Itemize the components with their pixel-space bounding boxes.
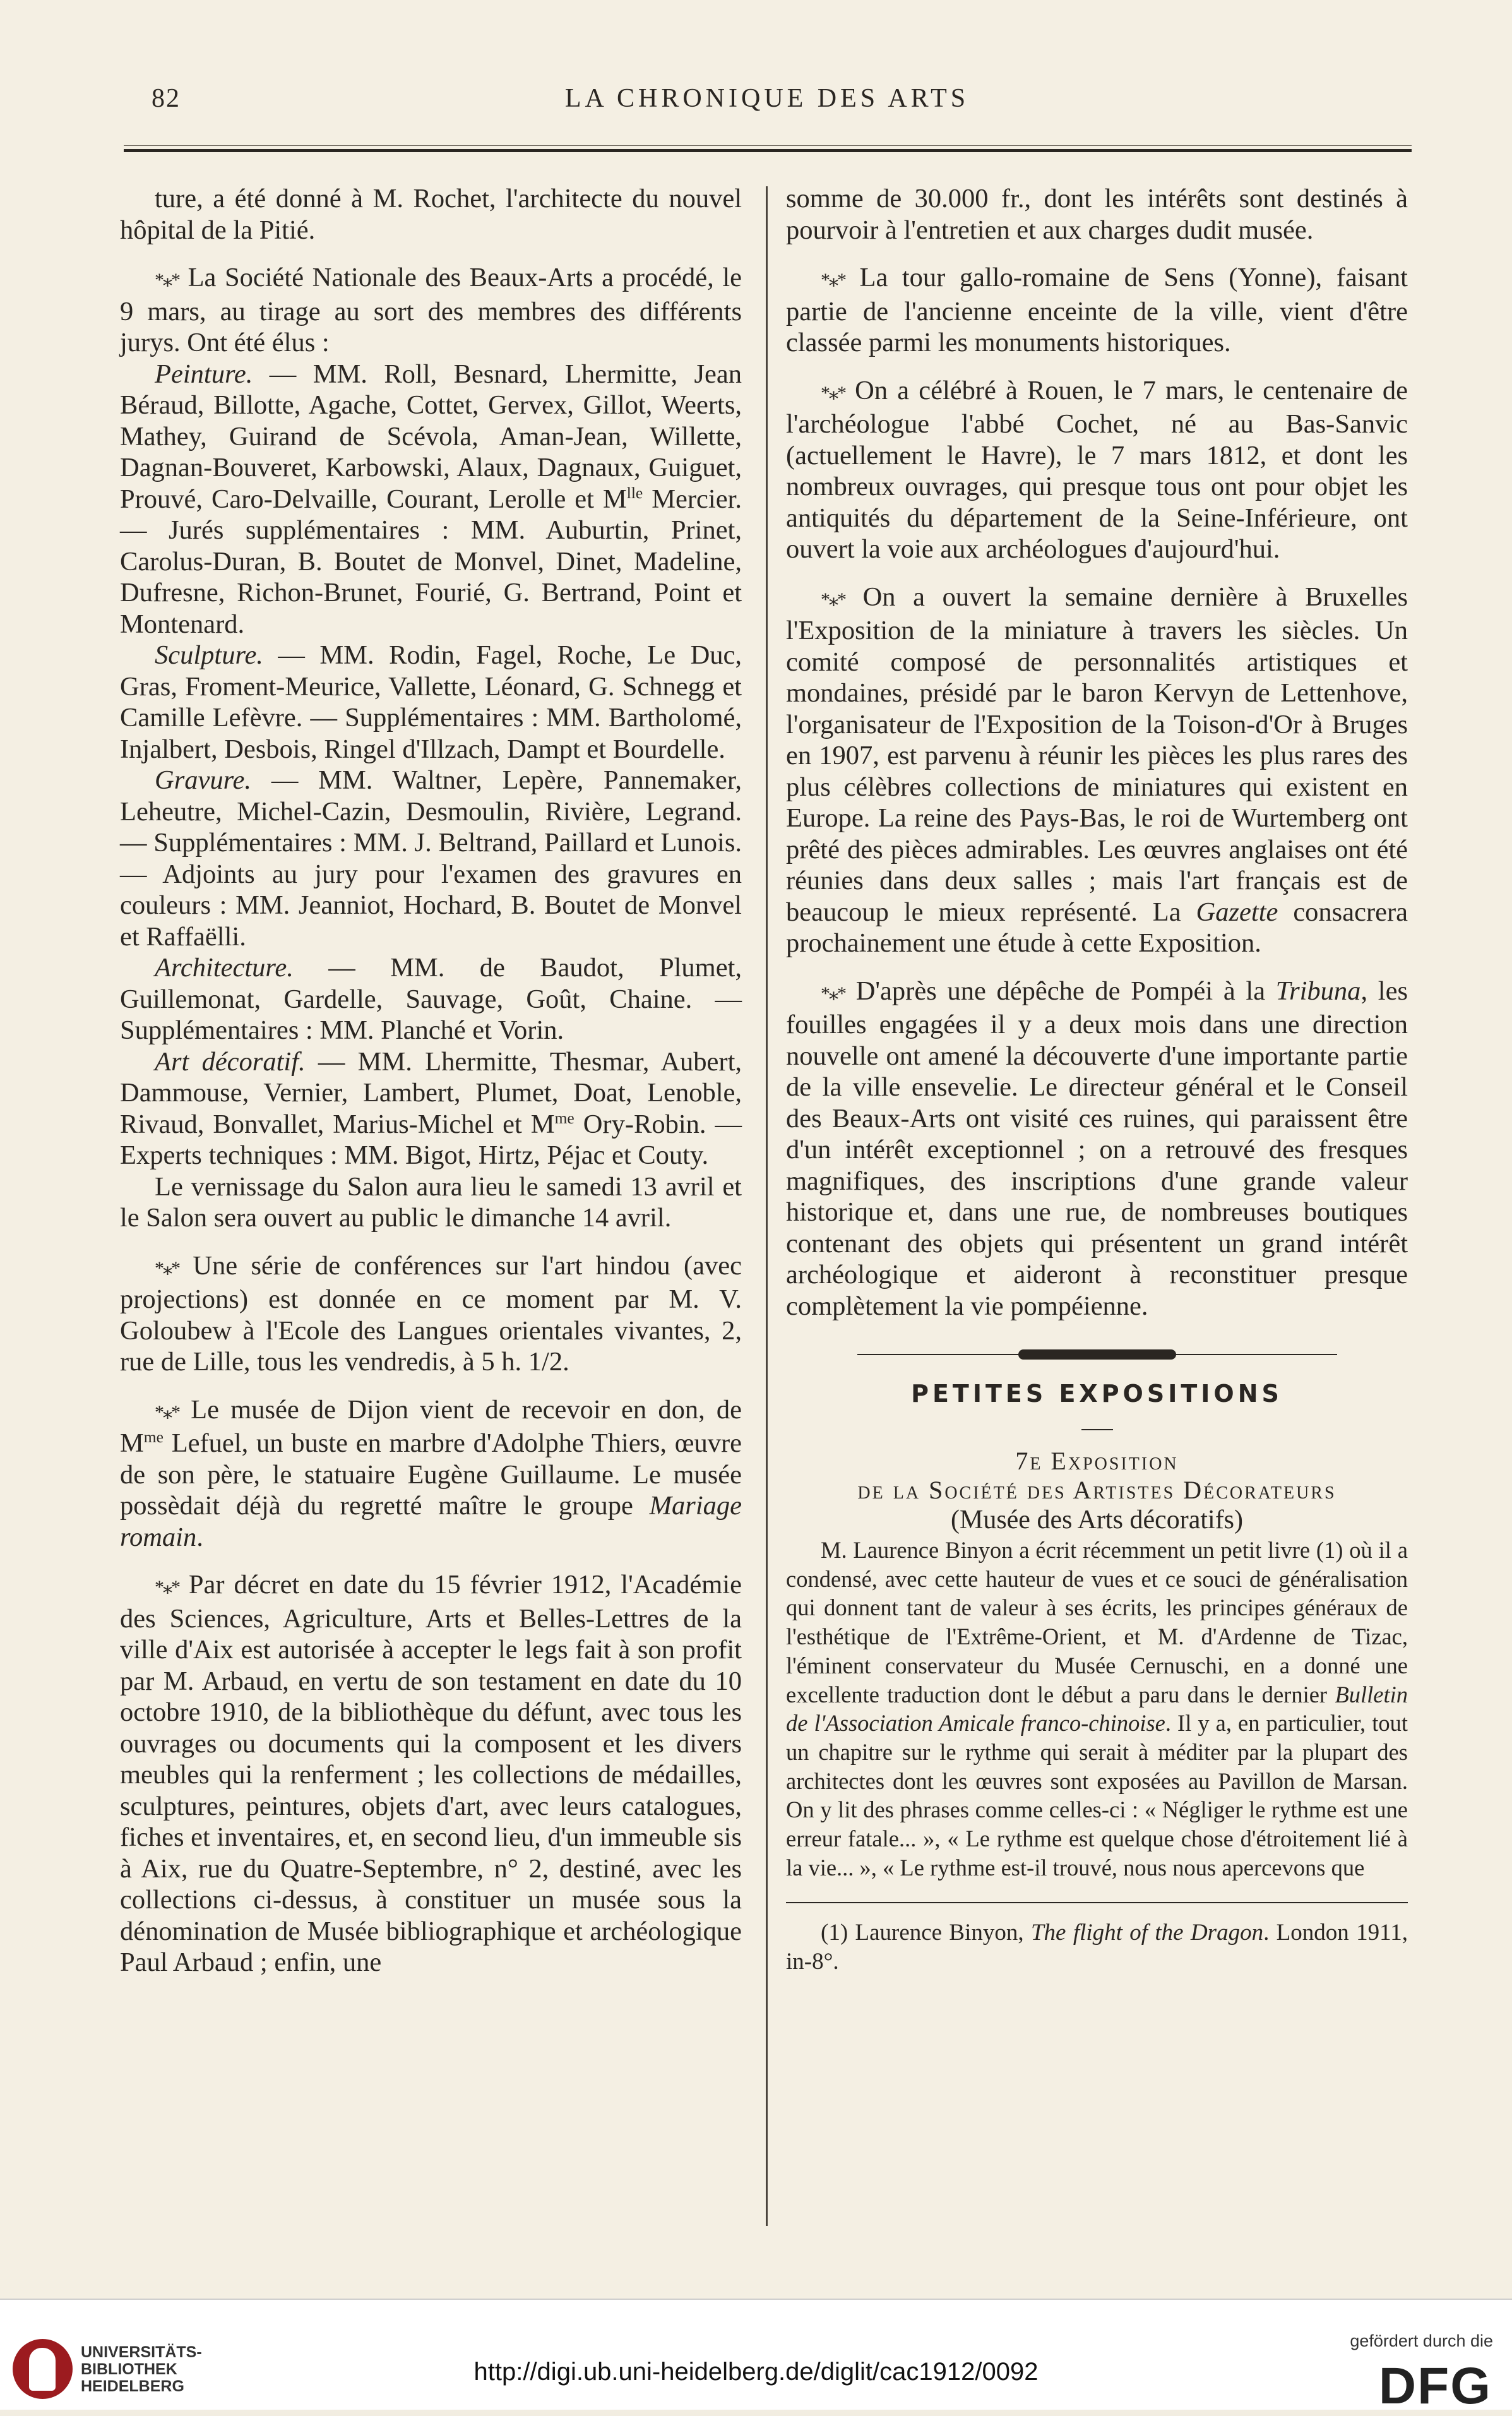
exhibition-subtitle: de la Société des Artistes Décorateurs bbox=[857, 1475, 1336, 1504]
dfg-logo: DFG bbox=[1378, 2357, 1492, 2415]
page-header bbox=[114, 83, 1420, 121]
asterism-icon: *⁎* bbox=[155, 1257, 179, 1279]
asterism-icon: *⁎* bbox=[821, 270, 845, 290]
permalink[interactable]: http://digi.ub.uni-heidelberg.de/diglit/cac1912/0092 bbox=[473, 2358, 1039, 2386]
column-divider bbox=[766, 186, 768, 2226]
asterism-icon: *⁎* bbox=[155, 270, 179, 290]
paragraph: ture, a été donné à M. Rochet, l'architecte du nouvel hôpital de la Pitié. bbox=[120, 184, 742, 245]
paragraph: *⁎* On a ouvert la semaine dernière à Bruxelles l'Exposition de la miniature à travers les siècles. Un comité composé de personnalités artistiques et mondaines, présidé par le baron Kervyn de Lettenhove, l'organisateur de l'Exposition de la Toison-d'Or à Bruges en 1907, est parvenu à réunir les pièces les plus rares des plus célèbres collections de miniatures qui existent en Europe. La reine des Pays-Bas, le roi de Wurtemberg ont prêté des pièces admirables. Les œuvres anglaises ont été réunies dans deux salles ; mais l'art français est de beaucoup le mieux représenté. La Gazette consacrera prochainement une étude à cette Exposition. bbox=[786, 582, 1408, 958]
paragraph: Peinture. — MM. Roll, Besnard, Lhermitte, Jean Béraud, Billotte, Agache, Cottet, Gervex, Gillot, Weerts, Mathey, Guirand de Scévola, Aman-Jean, Willette, Dagnan-Bouveret, Karbowski, Alaux, Dagnaux, Guiguet, Prouvé, Caro-Delvaille, Courant, Lerolle et $M^{lle}$ Mercier. — Jurés supplémentaires : MM. Auburtin, Prinet, Carolus-Duran, B. Boutet de Monvel, Dinet, Madeline, Dufresne, Richon-Brunet, Fourié, G. Bertrand, Point et Montenard. bbox=[120, 359, 742, 639]
paragraph: *⁎* Le musée de Dijon vient de recevoir en don, de $M^{me}$ Lefuel, un buste en marbre d'Adolphe Thiers, œuvre de son père, le statuaire Eugène Guillaume. Le musée possèdait déjà du regretté maître le groupe Mariage romain. bbox=[120, 1394, 742, 1552]
short-dash bbox=[1081, 1429, 1113, 1430]
asterism-icon: *⁎* bbox=[155, 1577, 179, 1598]
header-rule bbox=[124, 149, 1412, 152]
asterism-icon: *⁎* bbox=[155, 1401, 179, 1423]
institution-name: UNIVERSITÄTS- BIBLIOTHEK HEIDELBERG bbox=[81, 2343, 202, 2395]
ornament-divider bbox=[857, 1347, 1337, 1362]
paragraph: *⁎* Une série de conférences sur l'art hindou (avec projections) est donnée en ce moment par M. V. Goloubew à l'Ecole des Langues orientales vivantes, 2, rue de Lille, tous les vendredis, à 5 h. 1/2. bbox=[120, 1250, 742, 1377]
funding-note: gefördert durch die bbox=[1350, 2331, 1493, 2350]
paragraph: Le vernissage du Salon aura lieu le samedi 13 avril et le Salon sera ouvert au public le dimanche 14 avril. bbox=[120, 1171, 742, 1233]
paragraph: Art décoratif. — MM. Lhermitte, Thesmar, Aubert, Dammouse, Vernier, Lambert, Plumet, Doat, Lenoble, Rivaud, Bonvallet, Marius-Michel et $M^{me}$ Ory-Robin. — Experts techniques : MM. Bigot, Hirtz, Péjac et Couty. bbox=[120, 1046, 742, 1170]
section-heading: PETITES EXPOSITIONS bbox=[911, 1380, 1283, 1408]
paragraph: *⁎* On a célébré à Rouen, le 7 mars, le centenaire de l'archéologue l'abbé Cochet, né au Bas-Sanvic (actuellement le Havre), le 7 mars 1812, et dont les nombreux ouvrages, qui presque tous ont pour objet les antiquités du département de la Seine-Inférieure, ont ouvert la voie aux archéologues d'aujourd'hui. bbox=[786, 375, 1408, 564]
paragraph: Sculpture. — MM. Rodin, Fagel, Roche, Le Duc, Gras, Froment-Meurice, Vallette, Léonard, G. Schnegg et Camille Lefèvre. — Supplémentaires : MM. Bartholomé, Injalbert, Desbois, Ringel d'Illzach, Dampt et Bourdelle. bbox=[120, 640, 742, 764]
exhibition-title: 7e Exposition bbox=[1015, 1446, 1179, 1475]
running-title: LA CHRONIQUE DES ARTS bbox=[564, 84, 970, 113]
paragraph: *⁎* La Société Nationale des Beaux-Arts a procédé, le 9 mars, au tirage au sort des membres des différents jurys. Ont été élus : bbox=[120, 263, 742, 357]
left-column bbox=[120, 183, 742, 1978]
right-column bbox=[786, 183, 1408, 1976]
page-number: 82 bbox=[152, 84, 181, 113]
paragraph: *⁎* D'après une dépêche de Pompéi à la Tribuna, les fouilles engagées il y a deux mois dans une direction nouvelle ont amené la découverte d'une importante partie de la ville ensevelie. Le directeur général et le Conseil des Beaux-Arts ont visité ces ruines, qui paraissent être d'un intérêt exceptionnel ; on a retrouvé des fresques magnifiques, des inscriptions d'une grande valeur historique et, dans une rue, de nombreuses boutiques contenant des objets qui présentent un grand intérêt archéologique et aideront à reconstituer presque complètement la vie pompéienne. bbox=[786, 976, 1408, 1321]
exhibition-venue: (Musée des Arts décoratifs) bbox=[950, 1505, 1244, 1534]
paragraph: Gravure. — MM. Waltner, Lepère, Pannemaker, Leheutre, Michel-Cazin, Desmoulin, Rivière, Legrand. — Supplémentaires : MM. J. Beltrand, Paillard et Lunois. — Adjoints au jury pour l'examen des gravures en couleurs : MM. Jeanniot, Hochard, B. Boutet de Monvel et Raffaëlli. bbox=[120, 765, 742, 952]
asterism-icon: *⁎* bbox=[821, 382, 845, 404]
footnote: (1) Laurence Binyon, The flight of the Dragon. London 1911, in-8°. bbox=[786, 1920, 1408, 1975]
paragraph: M. Laurence Binyon a écrit récemment un petit livre (1) où il a condensé, avec cette hauteur de vues et ce souci de généralisation qui donnent tant de valeur à ses écrits, les principes généraux de l'esthétique de l'Extrême-Orient, et M. d'Ardenne de Tizac, l'éminent conservateur du Musée Cernuschi, en a donné une excellente traduction dont le début a paru dans le dernier Bulletin de l'Association Amicale franco-chinoise. Il y a, en particulier, tout un chapitre sur le rythme qui serait à méditer par la plupart des architectes dont les œuvres sont exposées au Pavillon de Marsan. On y lit des phrases comme celles-ci : « Négliger le rythme est une erreur fatale... », « Le rythme est quelque chose d'étroitement lié à la vie... », « Le rythme est-il trouvé, nous nous apercevons que bbox=[786, 1537, 1408, 1881]
paragraph: *⁎* Par décret en date du 15 février 1912, l'Académie des Sciences, Agriculture, Arts et Belles-Lettres de la ville d'Aix est autorisée à accepter le legs fait à son profit par M. Arbaud, en vertu de son testament en date du 10 octobre 1910, de la bibliothèque du défunt, avec tous les ouvrages ou documents qui la composent et les divers meubles qui la renferment ; les collections de médailles, sculptures, peintures, objets d'art, avec leurs catalogues, fiches et inventaires, et, en second lieu, d'un immeuble sis à Aix, rue du Quatre-Septembre, n° 2, destiné, avec les collections ci-dessus, à constituer un musée sous la dénomination de Musée bibliographique et archéologique Paul Arbaud ; enfin, une bbox=[120, 1570, 742, 1977]
paragraph: somme de 30.000 fr., dont les intérêts sont destinés à pourvoir à l'entretien et aux charges dudit musée. bbox=[786, 184, 1408, 245]
header-rule-thin bbox=[124, 145, 1412, 146]
asterism-icon: *⁎* bbox=[821, 589, 845, 610]
footnote-rule bbox=[786, 1902, 1408, 1903]
viewer-footer bbox=[0, 2299, 1512, 2415]
asterism-icon: *⁎* bbox=[821, 983, 845, 1004]
paragraph: *⁎* La tour gallo-romaine de Sens (Yonne), faisant partie de l'ancienne enceinte de la ville, vient d'être classée parmi les monuments historiques. bbox=[786, 263, 1408, 357]
paragraph: Architecture. — MM. de Baudot, Plumet, Guillemonat, Gardelle, Sauvage, Goût, Chaine. — Supplémentaires : MM. Planché et Vorin. bbox=[120, 953, 742, 1045]
